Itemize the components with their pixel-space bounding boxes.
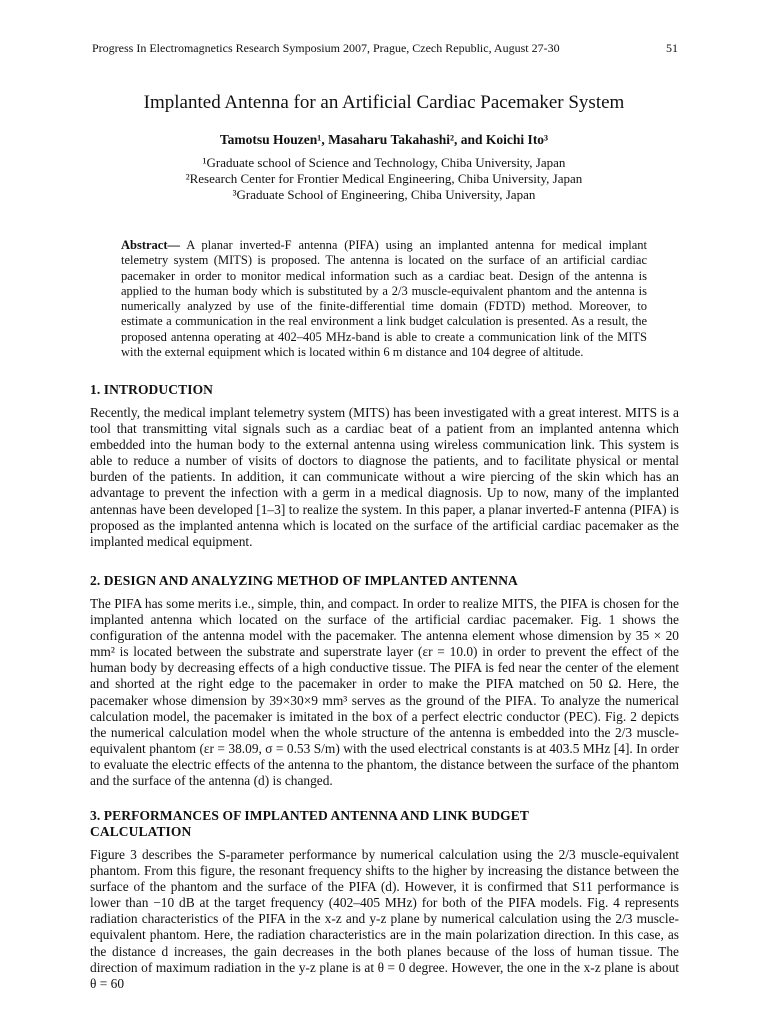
page-number: 51 [666, 41, 678, 55]
abstract-text: A planar inverted-F antenna (PIFA) using an implanted antenna for medical implant telemetry system (MITS) is proposed. The antenna is located on the surface of an artificial cardiac pacemaker in order to monitor medical information such as a cardiac beat. Design of the antenna is applied to the human body which is substituted by a 2/3 muscle-equivalent phantom and the antenna is numerically analyzed by use of the finite-differential time domain (FDTD) method. Moreover, to estimate a communication in the real environment a link budget calculation is presented. As a result, the proposed antenna operating at 402–405 MHz-band is able to create a communication link of the MITS with the external equipment which is located within 6 m distance and 104 degree of altitude. [121, 238, 647, 360]
section-body-performance: Figure 3 describes the S-parameter performance by numerical calculation using the 2/3 muscle-equivalent phantom. From this figure, the resonant frequency shifts to the higher by increasing the distance between the surface of the phantom and the surface of the PIFA (d). However, it is confirmed that S11 performance is lower than −10 dB at the target frequency (402–405 MHz) for both of the PIFA models. Fig. 4 represents radiation characteristics of the PIFA in the x-z and y-z plane by numerical calculation using the 2/3 muscle-equivalent phantom. Here, the radiation characteristics are in the main polarization direction. In this case, as the distance d increases, the gain decreases in the both planes because of the loss of human tissue. The direction of maximum radiation in the y-z plane is at θ = 0 degree. However, the one in the x-z plane is about θ = 60 [90, 847, 679, 991]
running-head-text: Progress In Electromagnetics Research Symposium 2007, Prague, Czech Republic, August 27-30 [92, 41, 560, 55]
affiliation-3: ³Graduate School of Engineering, Chiba University, Japan [232, 187, 536, 202]
abstract-label: Abstract— [121, 238, 181, 252]
author-list: Tamotsu Houzen¹, Masaharu Takahashi², and Koichi Ito³ [219, 132, 549, 147]
section-heading-design: 2. DESIGN AND ANALYZING METHOD OF IMPLANTED ANTENNA [90, 573, 518, 588]
affiliation-1: ¹Graduate school of Science and Technology, Chiba University, Japan [202, 155, 566, 170]
section-body-introduction: Recently, the medical implant telemetry system (MITS) has been investigated with a great interest. MITS is a tool that transmitting vital signals such as a cardiac beat of a patient from an implanted antenna which embedded into the human body to the external antenna using wireless communication link. This system is able to reduce a number of visits of doctors to diagnose the patients, and to facilitate physical or mental burden of the patients. In addition, it can communicate without a wire piercing of the skin which has an advantage to prevent the infection with a germ in a medical diagnosis. Up to now, many of the implanted antennas have been developed [1–3] to realize the system. In this paper, a planar inverted-F antenna (PIFA) is proposed as the implanted antenna which is located on the surface of the artificial cardiac pacemaker as the implanted medical equipment. [90, 405, 679, 549]
running-header [92, 41, 678, 56]
affiliations [0, 155, 768, 203]
section-heading-introduction: 1. INTRODUCTION [90, 382, 214, 397]
paper-title: Implanted Antenna for an Artificial Cardiac Pacemaker System [143, 92, 625, 113]
affiliation-2: ²Research Center for Frontier Medical Engineering, Chiba University, Japan [185, 171, 583, 186]
abstract [121, 238, 647, 360]
section-heading-performance: 3. PERFORMANCES OF IMPLANTED ANTENNA AND LINK BUDGET CALCULATION [90, 808, 529, 839]
section-body-design: The PIFA has some merits i.e., simple, thin, and compact. In order to realize MITS, the PIFA is chosen for the implanted antenna which located on the surface of the artificial cardiac pacemaker. Fig. 1 shows the configuration of the antenna model with the pacemaker. The antenna element whose dimension by 35 × 20 mm² is located between the substrate and superstrate layer (εr = 10.0) in order to prevent the effect of the human body by decreasing effects of a high conductive tissue. The PIFA is fed near the center of the element and shorted at the right edge to the pacemaker in order to make the PIFA matched on 50 Ω. Here, the pacemaker whose dimension by 39×30×9 mm³ serves as the ground of the PIFA. To analyze the numerical calculation model, the pacemaker is imitated in the box of a perfect electric conductor (PEC). Fig. 2 depicts the numerical calculation model when the whole structure of the antenna is embedded into the 2/3 muscle-equivalent phantom (εr = 38.09, σ = 0.53 S/m) with the used electrical constants is at 403.5 MHz [4]. In order to evaluate the electric effects of the antenna to the phantom, the distance between the surface of the phantom and the surface of the antenna (d) is changed. [90, 596, 679, 789]
